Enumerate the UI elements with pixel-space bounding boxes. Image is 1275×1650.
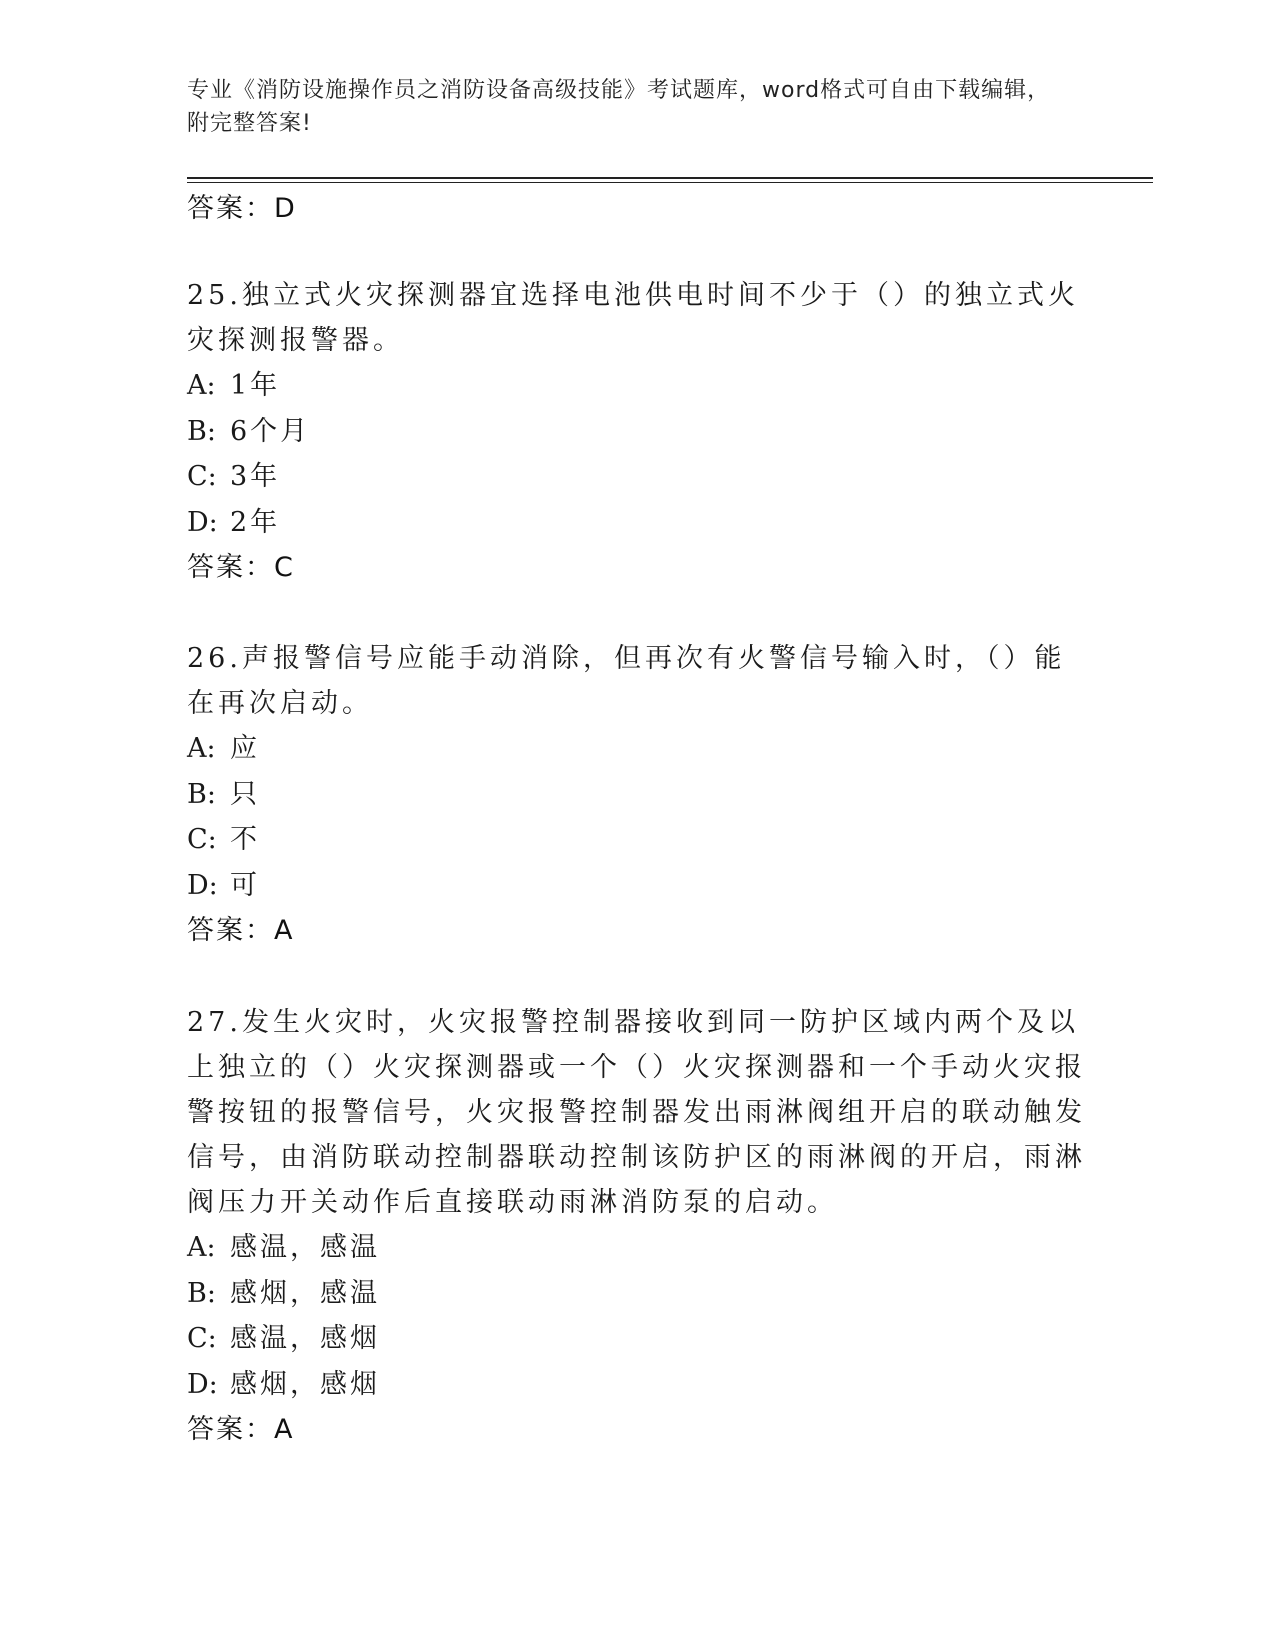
option-text: 6个月 — [230, 415, 311, 447]
question-27 — [187, 1000, 1087, 1453]
option-label: C: — [187, 824, 217, 855]
previous-answer: 答案：D — [187, 193, 297, 224]
option-text: 可 — [230, 869, 260, 901]
option-label: B: — [187, 415, 216, 447]
question-text: 27.发生火灾时，火灾报警控制器接收到同一防护区域内两个及以上独立的（）火灾探测器或一个（）火灾探测器和一个手动火灾报警按钮的报警信号，火灾报警控制器发出雨淋阀组开启的联动触发信号，由消防联动控制器联动控制该防护区的雨淋阀的开启，雨淋阀压力开关动作后直接联动雨淋消防泵的启动。 — [187, 1007, 1086, 1218]
option-text: 只 — [230, 778, 260, 810]
option-label: A: — [187, 370, 216, 401]
option-a — [187, 363, 1087, 409]
option-label: D: — [187, 506, 218, 538]
option-d — [187, 500, 1087, 546]
option-label: B: — [187, 778, 216, 810]
answer-line: 答案：A — [187, 915, 295, 946]
option-d — [187, 1362, 1087, 1408]
document-header: 专业《消防设施操作员之消防设备高级技能》考试题库，word格式可自由下载编辑，附完整答案! — [187, 78, 1051, 136]
option-c — [187, 817, 1087, 863]
option-d — [187, 863, 1087, 909]
option-text: 应 — [230, 733, 260, 764]
option-b — [187, 772, 1087, 818]
header-divider-thick — [187, 177, 1153, 179]
option-a — [187, 1225, 1087, 1271]
option-text: 感烟，感烟 — [230, 1368, 380, 1400]
option-label: A: — [187, 733, 216, 764]
option-b — [187, 409, 1087, 455]
option-label: C: — [187, 1323, 217, 1354]
option-text: 1年 — [230, 370, 281, 401]
option-text: 感温，感温 — [230, 1232, 380, 1263]
question-26 — [187, 636, 1087, 954]
option-c — [187, 1316, 1087, 1362]
option-label: B: — [187, 1277, 216, 1309]
option-b — [187, 1271, 1087, 1317]
header-divider-thin — [187, 182, 1153, 183]
option-c — [187, 454, 1087, 500]
option-text: 感烟，感温 — [230, 1277, 380, 1309]
option-text: 感温，感烟 — [230, 1323, 380, 1354]
option-label: A: — [187, 1232, 216, 1263]
option-text: 3年 — [230, 461, 281, 492]
option-text: 不 — [230, 824, 260, 855]
answer-line: 答案：A — [187, 1414, 295, 1445]
option-label: C: — [187, 461, 217, 492]
answer-line: 答案：C — [187, 552, 295, 583]
question-text: 26.声报警信号应能手动消除，但再次有火警信号输入时，（）能在再次启动。 — [187, 643, 1066, 719]
option-label: D: — [187, 1368, 218, 1400]
option-text: 2年 — [230, 506, 281, 538]
option-a — [187, 726, 1087, 772]
option-label: D: — [187, 869, 218, 901]
question-25 — [187, 273, 1087, 591]
question-text: 25.独立式火灾探测器宜选择电池供电时间不少于（）的独立式火灾探测报警器。 — [187, 280, 1079, 356]
